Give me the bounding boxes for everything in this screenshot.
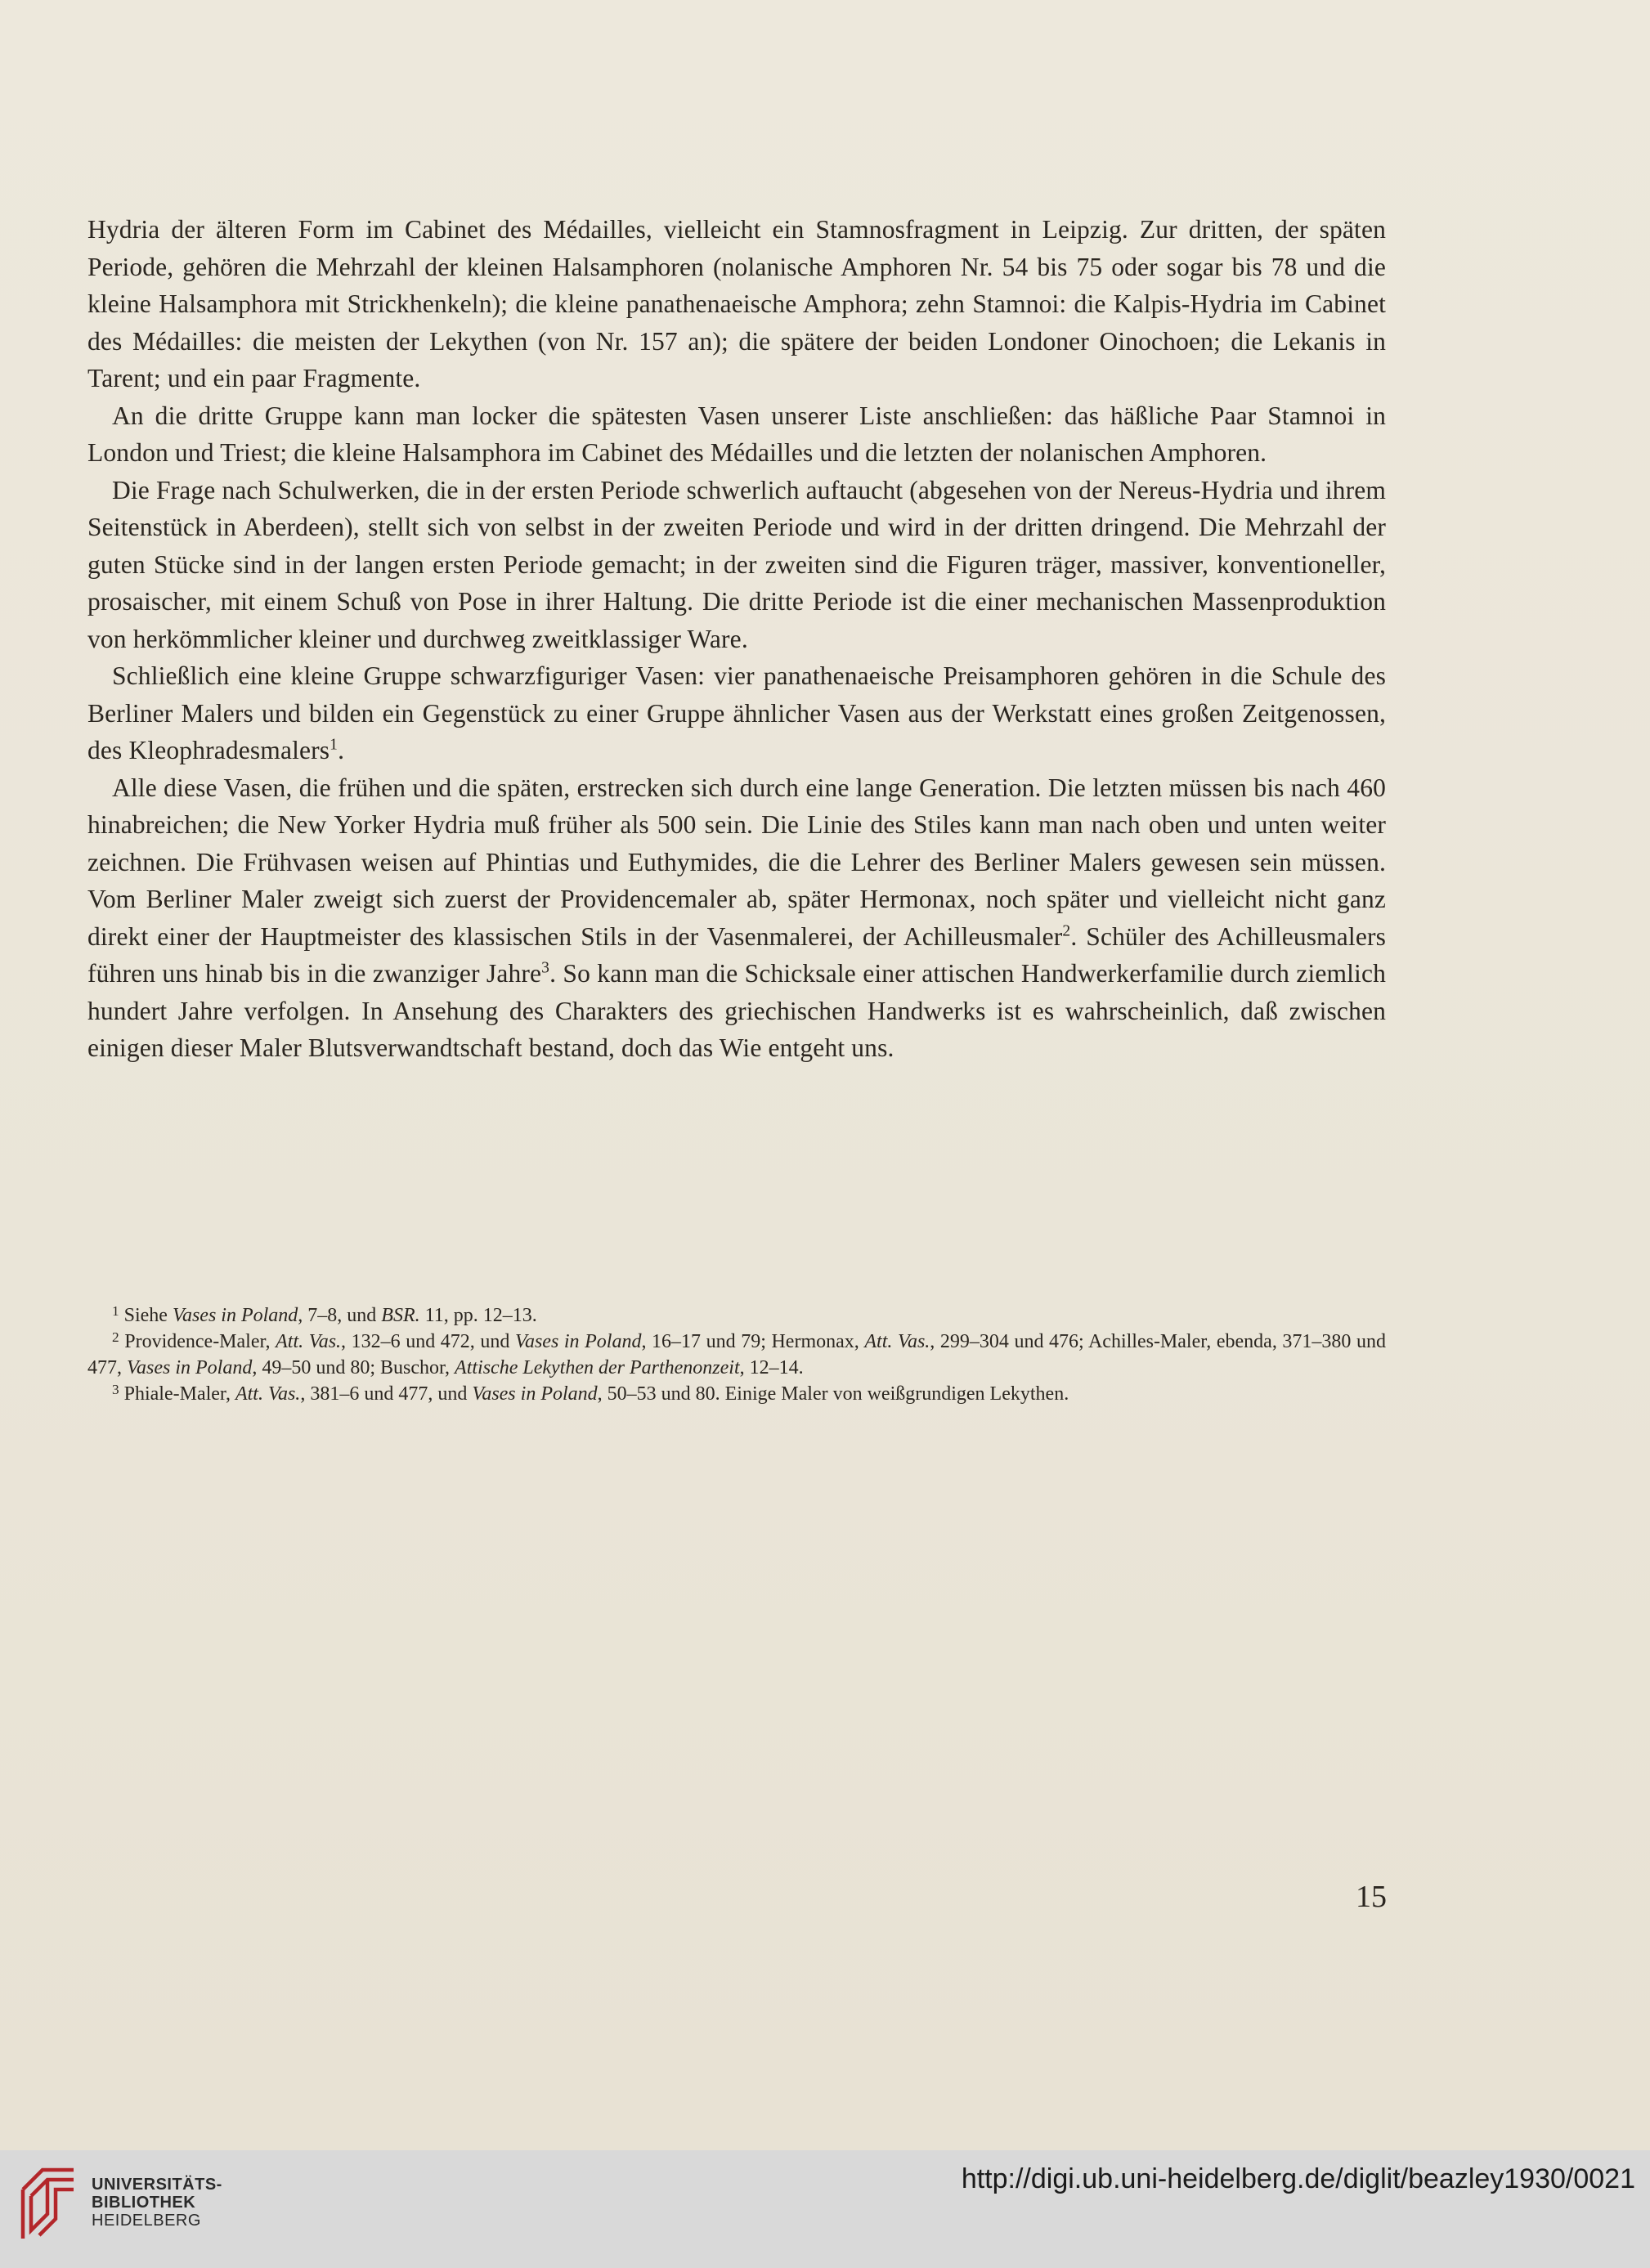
footnote-mark: 3	[112, 1382, 119, 1398]
page-number: 15	[1356, 1880, 1387, 1914]
footnote-mark: 2	[112, 1329, 119, 1346]
citation-title: Att. Vas.	[235, 1383, 301, 1405]
paragraph	[87, 657, 1386, 769]
footnote-text: , 12–14.	[739, 1357, 804, 1378]
paragraph-text: Schließlich eine kleine Gruppe schwarzfiguriger Vasen: vier panathenaeische Preisamphoren gehören in die Schule des Berliner Malers und bilden ein Gegenstück zu einer Gruppe ähnlicher Vasen aus der Werkstatt eines großen Zeitgenossen, des Kleophradesmalers	[87, 661, 1386, 764]
footnote-reference: 3	[541, 959, 550, 977]
footnote-text: , 16–17 und 79; Hermonax,	[641, 1331, 865, 1352]
footnote-text: , 381–6 und 477, und	[300, 1383, 473, 1405]
footnote-text: , 50–53 und 80. Einige Maler von weißgrundigen Lekythen.	[597, 1383, 1069, 1405]
library-name-line-2: BIBLIOTHEK	[92, 2194, 196, 2212]
library-name-line-1: UNIVERSITÄTS-	[92, 2176, 222, 2194]
ub-heidelberg-logo-icon[interactable]	[18, 2165, 78, 2242]
paragraph-text: Hydria der älteren Form im Cabinet des Médailles, vielleicht ein Stamnosfragment in Leipzig. Zur dritten, der späten Periode, gehören die Mehrzahl der kleinen Halsamphoren (nolanische Amphoren Nr. 54 bis 75 oder sogar bis 78 und die kleine Halsamphora mit Strickhenkeln); die kleine panathenaeische Amphora; zehn Stamnoi: die Kalpis-Hydria im Cabinet des Médailles: die meisten der Lekythen (von Nr. 157 an); die spätere der beiden Londoner Oinochoen; die Lekanis in Tarent; und ein paar Fragmente.	[87, 215, 1386, 392]
citation-title: Vases in Poland	[127, 1357, 253, 1378]
footnotes	[87, 1302, 1386, 1407]
footnote-text: , 49–50 und 80; Buschor,	[252, 1357, 455, 1378]
footnote-text: , 132–6 und 472, und	[341, 1331, 515, 1352]
source-url-link[interactable]: http://digi.ub.uni-heidelberg.de/diglit/beazley1930/0021	[961, 2163, 1635, 2194]
paragraph-text: Alle diese Vasen, die frühen und die späten, erstrecken sich durch eine lange Generation. Die letzten müssen bis nach 460 hinabreichen; die New Yorker Hydria muß früher als 500 sein. Die Linie des Stiles kann man nach oben und unten weiter zeichnen. Die Frühvasen weisen auf Phintias und Euthymides, die die Lehrer des Berliner Malers gewesen sein müssen. Vom Berliner Maler zweigt sich zuerst der Providencemaler ab, später Hermonax, noch später und vielleicht nicht ganz direkt einer der Hauptmeister des klassischen Stils in der Vasenmalerei, der Achilleusmaler	[87, 773, 1386, 951]
citation-title: Att. Vas.	[276, 1331, 342, 1352]
footnote-reference: 1	[330, 736, 339, 754]
paragraph-text: Die Frage nach Schulwerken, die in der ersten Periode schwerlich auftaucht (abgesehen von der Nereus-Hydria und ihrem Seitenstück in Aberdeen), stellt sich von selbst in der zweiten Periode und wird in der dritten dringend. Die Mehrzahl der guten Stücke sind in der langen ersten Periode gemacht; in der zweiten sind die Figuren träger, massiver, konventioneller, prosaischer, mit einem Schuß von Pose in ihrer Haltung. Die dritte Periode ist die einer mechanischen Massenproduktion von herkömmlicher kleiner und durchweg zweitklassiger Ware.	[87, 475, 1386, 653]
paragraph	[87, 769, 1386, 1067]
library-name[interactable]	[92, 2176, 222, 2230]
footnote	[87, 1329, 1386, 1381]
paragraph-text: .	[338, 736, 345, 764]
footnote	[87, 1381, 1386, 1407]
paragraph	[87, 472, 1386, 658]
citation-title: BSR.	[381, 1305, 420, 1326]
footnote-mark: 1	[112, 1303, 119, 1320]
main-text	[87, 211, 1386, 1067]
paragraph	[87, 211, 1386, 397]
footnote-text: Providence-Maler,	[119, 1331, 276, 1352]
paragraph-text: An die dritte Gruppe kann man locker die spätesten Vasen unserer Liste anschließen: das häßliche Paar Stamnoi in London und Triest; die kleine Halsamphora im Cabinet des Médailles und die letzten der nolanischen Amphoren.	[87, 401, 1386, 467]
footnote	[87, 1302, 1386, 1329]
paragraph-text: . Schüler des Achilleusmalers führen uns hinab bis in die zwanziger Jahre	[87, 921, 1386, 988]
paragraph-text: . So kann man die Schicksale einer attischen Handwerkerfamilie durch ziemlich hundert Jahre verfolgen. In Ansehung des Charakters des griechischen Handwerks ist es wahrscheinlich, daß zwischen einigen dieser Maler Blutsverwandtschaft bestand, doch das Wie entgeht uns.	[87, 959, 1386, 1062]
citation-title: Vases in Poland	[514, 1331, 642, 1352]
footnote-text: 11, pp. 12–13.	[419, 1305, 537, 1326]
paragraph	[87, 397, 1386, 472]
footnote-text: Siehe	[119, 1305, 173, 1326]
citation-title: Vases in Poland	[172, 1305, 298, 1326]
footnote-reference: 2	[1062, 922, 1071, 939]
citation-title: Vases in Poland	[472, 1383, 598, 1405]
footnote-text: Phiale-Maler,	[119, 1383, 235, 1405]
footnote-text: , 7–8, und	[298, 1305, 382, 1326]
footnote-text: , 299–304 und 476; Achilles-Maler, ebenda, 371–380 und 477,	[87, 1331, 1386, 1378]
citation-title: Att. Vas.	[864, 1331, 930, 1352]
citation-title: Attische Lekythen der Parthenonzeit	[455, 1357, 740, 1378]
library-city: HEIDELBERG	[92, 2212, 201, 2230]
